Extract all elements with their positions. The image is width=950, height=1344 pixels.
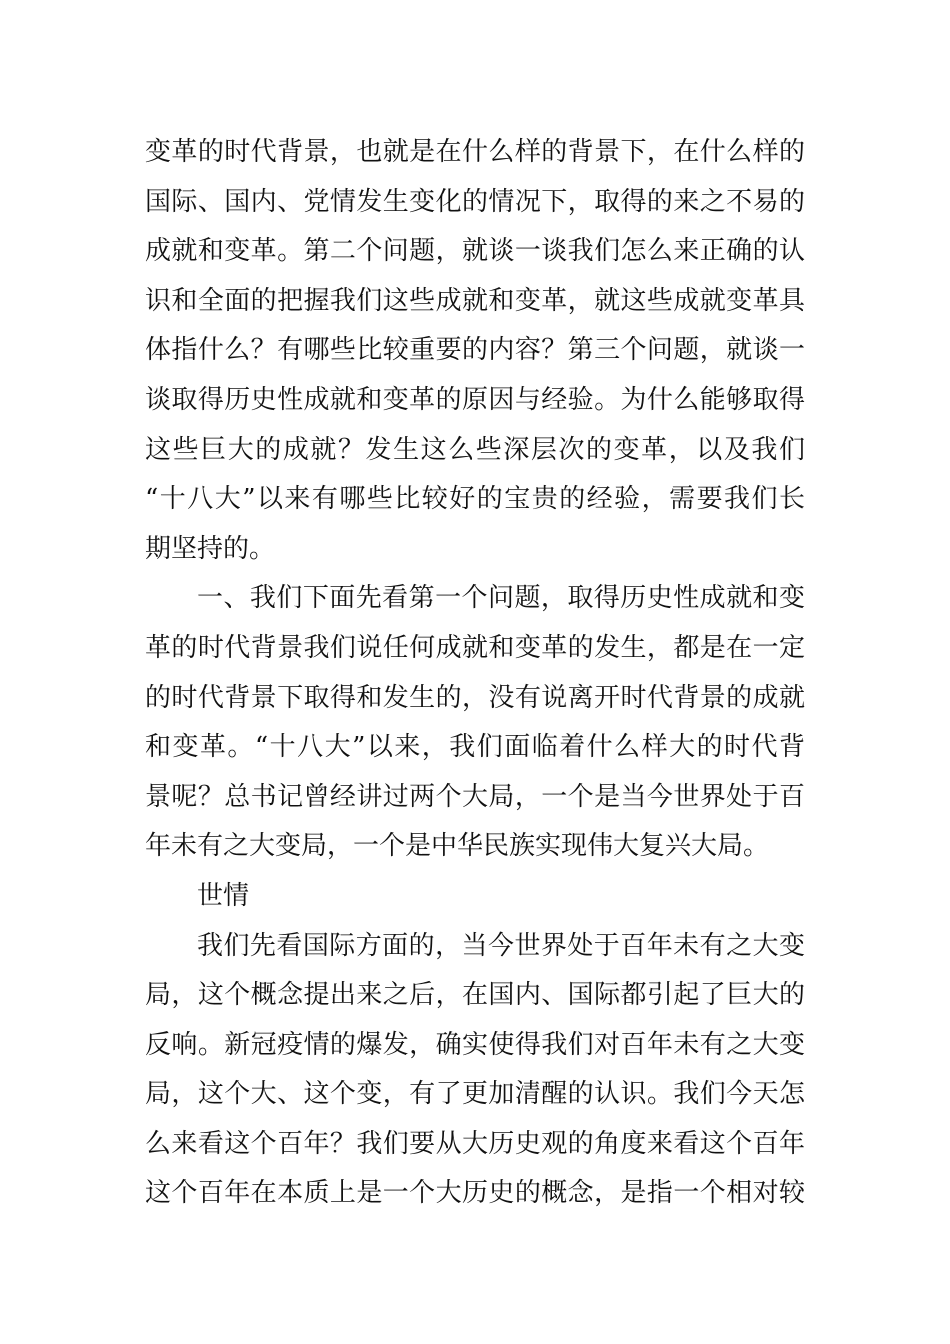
text-line: 局，这个概念提出来之后，在国内、国际都引起了巨大的 [145,980,805,1011]
text-line: 么来看这个百年？我们要从大历史观的角度来看这个百年 [145,1128,805,1159]
text-line: 期坚持的。 [145,533,276,564]
text-line: 革的时代背景我们说任何成就和变革的发生，都是在一定 [145,632,805,663]
text-line: 国际、国内、党情发生变化的情况下，取得的来之不易的 [145,186,805,217]
text-line: “十八大”以来有哪些比较好的宝贵的经验，需要我们长 [145,484,805,515]
subheading-line: 世情 [197,880,250,911]
section-heading-line: 一、我们下面先看第一个问题，取得历史性成就和变 [197,583,805,614]
text-line: 景呢？总书记曾经讲过两个大局，一个是当今世界处于百 [145,781,805,812]
text-line: 这些巨大的成就？发生这么些深层次的变革，以及我们 [145,434,805,465]
text-line: 谈取得历史性成就和变革的原因与经验。为什么能够取得 [145,384,805,415]
text-line: 反响。新冠疫情的爆发，确实使得我们对百年未有之大变 [145,1029,805,1060]
text-line: 这个百年在本质上是一个大历史的概念，是指一个相对较 [145,1178,805,1209]
text-line: 识和全面的把握我们这些成就和变革，就这些成就变革具 [145,285,805,316]
text-line: 变革的时代背景，也就是在什么样的背景下，在什么样的 [145,137,805,167]
text-line: 年未有之大变局，一个是中华民族实现伟大复兴大局。 [145,831,770,862]
text-line: 体指什么？有哪些比较重要的内容？第三个问题，就谈一 [145,335,805,366]
text-line: 局，这个大、这个变，有了更加清醒的认识。我们今天怎 [145,1079,805,1110]
document-body [145,128,805,1219]
text-line: 和变革。“十八大”以来，我们面临着什么样大的时代背 [145,732,805,763]
text-line: 成就和变革。第二个问题，就谈一谈我们怎么来正确的认 [145,236,805,267]
text-line: 我们先看国际方面的，当今世界处于百年未有之大变 [197,930,805,961]
text-line: 的时代背景下取得和发生的，没有说离开时代背景的成就 [145,682,805,713]
